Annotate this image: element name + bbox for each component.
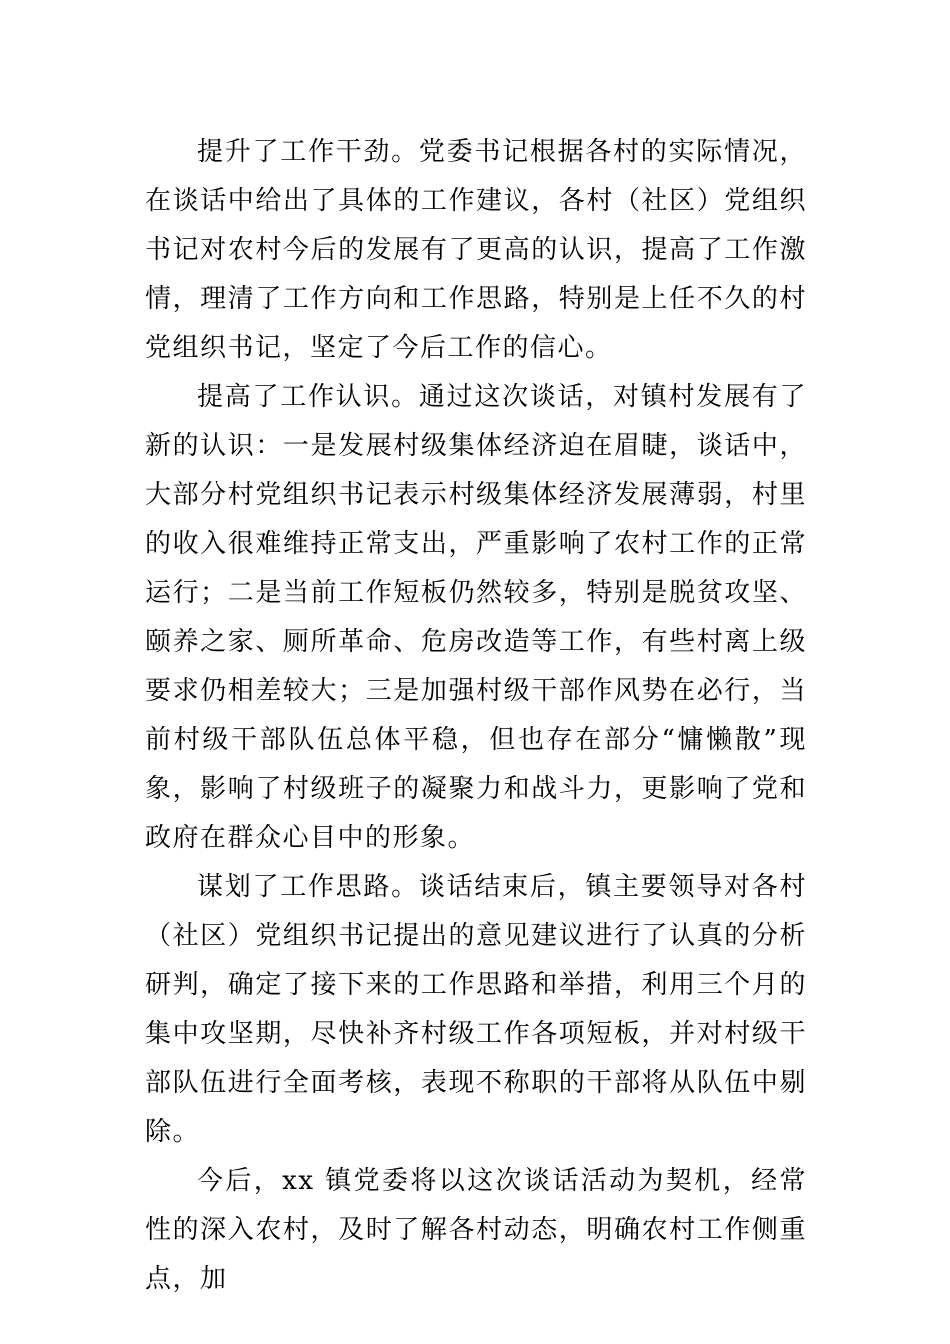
document-body (145, 128, 807, 1304)
paragraph-work-understanding: 提高了工作认识。通过这次谈话，对镇村发展有了新的认识：一是发展村级集体经济迫在眉睫，谈话中，大部分村党组织书记表示村级集体经济发展薄弱，村里的收入很难维持正常支出，严重影响了农村工作的正常运行；二是当前工作短板仍然较多，特别是脱贫攻坚、颐养之家、厕所革命、危房改造等工作，有些村离上级要求仍相差较大；三是加强村级干部作风势在必行，当前村级干部队伍总体平稳，但也存在部分“慵懒散”现象，影响了村级班子的凝聚力和战斗力，更影响了党和政府在群众心目中的形象。 (145, 382, 807, 853)
paragraph-work-drive: 提升了工作干劲。党委书记根据各村的实际情况，在谈话中给出了具体的工作建议，各村（社区）党组织书记对农村今后的发展有了更高的认识，提高了工作激情，理清了工作方向和工作思路，特别是上任不久的村党组织书记，坚定了今后工作的信心。 (145, 137, 807, 363)
paragraph-work-plan: 谋划了工作思路。谈话结束后，镇主要领导对各村（社区）党组织书记提出的意见建议进行了认真的分析研判，确定了接下来的工作思路和举措，利用三个月的集中攻坚期，尽快补齐村级工作各项短板，并对村级干部队伍进行全面考核，表现不称职的干部将从队伍中剔除。 (145, 872, 807, 1147)
paragraph-future: 今后，xx 镇党委将以这次谈话活动为契机，经常性的深入农村，及时了解各村动态，明确农村工作侧重点，加 (145, 1166, 807, 1294)
